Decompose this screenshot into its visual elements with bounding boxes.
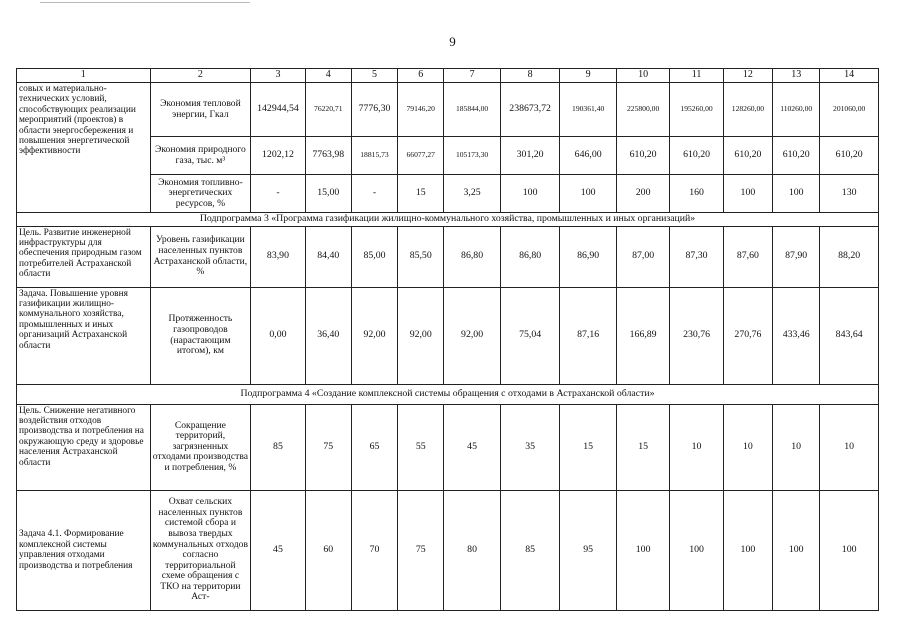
value-cell: 85 xyxy=(500,490,560,610)
value-cell: 646,00 xyxy=(560,137,617,175)
header-cell: 3 xyxy=(251,69,305,83)
value-cell: 85 xyxy=(251,404,305,490)
header-cell: 6 xyxy=(398,69,444,83)
value-cell: 100 xyxy=(820,490,879,610)
goal-cell: совых и материально-технических условий, способствующих реализации мероприятий (проектов) в области энергосбережения и повышения энергетической эффективности xyxy=(17,83,151,213)
indicator-cell: Сокращение территорий, загрязненных отходами производства и потребления, % xyxy=(150,404,251,490)
value-cell: 100 xyxy=(500,175,560,213)
value-cell: 230,76 xyxy=(670,287,723,384)
value-cell: 75 xyxy=(305,404,351,490)
header-cell: 4 xyxy=(305,69,351,83)
value-cell: 100 xyxy=(723,175,772,213)
value-cell: 0,00 xyxy=(251,287,305,384)
value-cell: 75 xyxy=(398,490,444,610)
value-cell: 15 xyxy=(616,404,669,490)
value-cell: 166,89 xyxy=(616,287,669,384)
value-cell: 100 xyxy=(773,490,820,610)
table-row xyxy=(17,490,879,610)
goal-cell: Цель. Развитие инженерной инфраструктуры для обеспечения природным газом потребителей Астраханской области xyxy=(17,226,151,287)
header-cell: 5 xyxy=(351,69,397,83)
value-cell: 18815,73 xyxy=(351,137,397,175)
value-cell: 87,60 xyxy=(723,226,772,287)
value-cell: 92,00 xyxy=(351,287,397,384)
indicator-cell: Уровень газификации населенных пунктов Астраханской области, % xyxy=(150,226,251,287)
value-cell: 200 xyxy=(616,175,669,213)
value-cell: 95 xyxy=(560,490,617,610)
value-cell: 225800,00 xyxy=(616,83,669,137)
indicator-cell: Экономия природного газа, тыс. м³ xyxy=(150,137,251,175)
value-cell: 65 xyxy=(351,404,397,490)
value-cell: 130 xyxy=(820,175,879,213)
value-cell: 185844,00 xyxy=(444,83,501,137)
value-cell: 610,20 xyxy=(820,137,879,175)
value-cell: 190361,40 xyxy=(560,83,617,137)
value-cell: 610,20 xyxy=(773,137,820,175)
header-cell: 8 xyxy=(500,69,560,83)
value-cell: 86,90 xyxy=(560,226,617,287)
value-cell: 83,90 xyxy=(251,226,305,287)
value-cell: 75,04 xyxy=(500,287,560,384)
value-cell: 60 xyxy=(305,490,351,610)
value-cell: 70 xyxy=(351,490,397,610)
value-cell: 92,00 xyxy=(398,287,444,384)
indicator-cell: Экономия тепловой энергии, Гкал xyxy=(150,83,251,137)
value-cell: 36,40 xyxy=(305,287,351,384)
table-row xyxy=(17,226,879,287)
value-cell: 76220,71 xyxy=(305,83,351,137)
value-cell: 80 xyxy=(444,490,501,610)
value-cell: - xyxy=(251,175,305,213)
value-cell: 301,20 xyxy=(500,137,560,175)
value-cell: 100 xyxy=(723,490,772,610)
value-cell: 610,20 xyxy=(670,137,723,175)
header-cell: 13 xyxy=(773,69,820,83)
value-cell: 7763,98 xyxy=(305,137,351,175)
value-cell: 15,00 xyxy=(305,175,351,213)
table-row xyxy=(17,83,879,137)
value-cell: 55 xyxy=(398,404,444,490)
subprogram-title: Подпрограмма 3 «Программа газификации жилищно-коммунального хозяйства, промышленных и иных организаций» xyxy=(17,213,879,227)
goal-cell: Задача. Повышение уровня газификации жилищно-коммунального хозяйства, промышленных и иных организаций Астраханской области xyxy=(17,287,151,384)
value-cell: 100 xyxy=(560,175,617,213)
value-cell: 1202,12 xyxy=(251,137,305,175)
value-cell: 10 xyxy=(820,404,879,490)
value-cell: 7776,30 xyxy=(351,83,397,137)
value-cell: 238673,72 xyxy=(500,83,560,137)
value-cell: 201060,00 xyxy=(820,83,879,137)
header-cell: 2 xyxy=(150,69,251,83)
value-cell: 35 xyxy=(500,404,560,490)
value-cell: 87,90 xyxy=(773,226,820,287)
value-cell: 86,80 xyxy=(500,226,560,287)
header-cell: 9 xyxy=(560,69,617,83)
value-cell: 270,76 xyxy=(723,287,772,384)
table-row xyxy=(17,287,879,384)
value-cell: 128260,00 xyxy=(723,83,772,137)
value-cell: 84,40 xyxy=(305,226,351,287)
value-cell: 79146,20 xyxy=(398,83,444,137)
indicator-cell: Протяженность газопроводов (нарастающим итогом), км xyxy=(150,287,251,384)
value-cell: 85,00 xyxy=(351,226,397,287)
goal-cell: Задача 4.1. Формирование комплексной системы управления отходами производства и потребления xyxy=(17,490,151,610)
value-cell: 86,80 xyxy=(444,226,501,287)
subprogram-row xyxy=(17,213,879,227)
indicator-cell: Экономия топливно-энергетических ресурсов, % xyxy=(150,175,251,213)
value-cell: 105173,30 xyxy=(444,137,501,175)
value-cell: 433,46 xyxy=(773,287,820,384)
header-row xyxy=(17,69,879,83)
value-cell: 15 xyxy=(560,404,617,490)
header-cell: 14 xyxy=(820,69,879,83)
value-cell: 142944,54 xyxy=(251,83,305,137)
header-cell: 1 xyxy=(17,69,151,83)
value-cell: 100 xyxy=(616,490,669,610)
value-cell: 85,50 xyxy=(398,226,444,287)
value-cell: 160 xyxy=(670,175,723,213)
value-cell: 110260,00 xyxy=(773,83,820,137)
indicator-cell: Охват сельских населенных пунктов системой сбора и вывоза твердых коммунальных отходов согласно территориальной схеме обращения с ТКО на территории Аст- xyxy=(150,490,251,610)
value-cell: 610,20 xyxy=(616,137,669,175)
value-cell: 87,00 xyxy=(616,226,669,287)
scan-artifact-line xyxy=(40,2,250,3)
subprogram-row xyxy=(17,384,879,404)
table-row xyxy=(17,404,879,490)
indicators-table xyxy=(16,68,879,611)
value-cell: 10 xyxy=(773,404,820,490)
value-cell: 3,25 xyxy=(444,175,501,213)
header-cell: 10 xyxy=(616,69,669,83)
value-cell: 45 xyxy=(251,490,305,610)
value-cell: 10 xyxy=(723,404,772,490)
goal-cell: Цель. Снижение негативного воздействия отходов производства и потребления на окружающую среду и здоровье населения Астраханской области xyxy=(17,404,151,490)
subprogram-title: Подпрограмма 4 «Создание комплексной системы обращения с отходами в Астраханской области» xyxy=(17,384,879,404)
value-cell: 87,30 xyxy=(670,226,723,287)
value-cell: 66077,27 xyxy=(398,137,444,175)
value-cell: 195260,00 xyxy=(670,83,723,137)
value-cell: 15 xyxy=(398,175,444,213)
page-number: 9 xyxy=(449,34,456,49)
value-cell: 92,00 xyxy=(444,287,501,384)
value-cell: 100 xyxy=(773,175,820,213)
header-cell: 7 xyxy=(444,69,501,83)
value-cell: 10 xyxy=(670,404,723,490)
header-cell: 11 xyxy=(670,69,723,83)
value-cell: - xyxy=(351,175,397,213)
value-cell: 843,64 xyxy=(820,287,879,384)
value-cell: 87,16 xyxy=(560,287,617,384)
value-cell: 45 xyxy=(444,404,501,490)
value-cell: 100 xyxy=(670,490,723,610)
header-cell: 12 xyxy=(723,69,772,83)
value-cell: 610,20 xyxy=(723,137,772,175)
value-cell: 88,20 xyxy=(820,226,879,287)
